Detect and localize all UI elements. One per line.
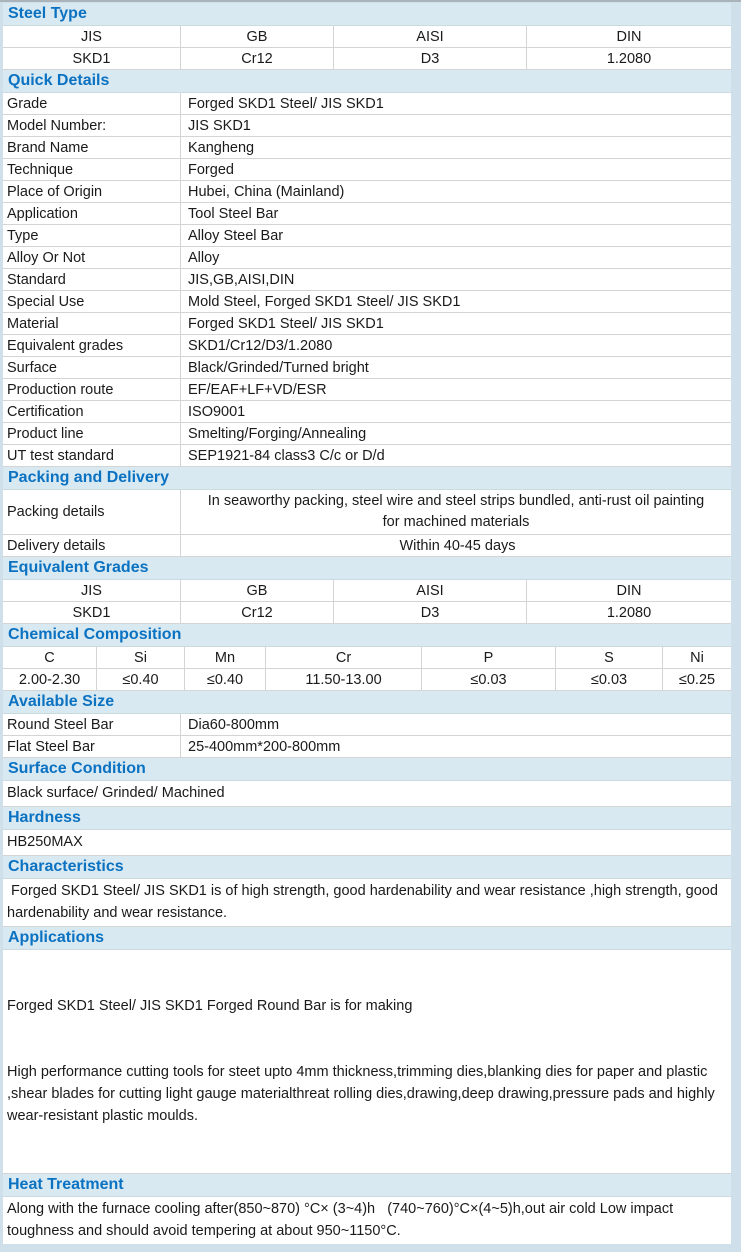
quick-details-table: [3, 93, 731, 467]
table-value-cell: 1.2080: [527, 48, 731, 70]
spec-label: Production route: [3, 379, 181, 400]
spec-label: Material: [3, 313, 181, 334]
spec-row: [3, 115, 731, 137]
spec-value: ISO9001: [188, 403, 246, 420]
spec-row: [3, 423, 731, 445]
spec-value: Alloy Steel Bar: [188, 227, 284, 244]
spec-label: Brand Name: [3, 137, 181, 158]
spec-row: [3, 357, 731, 379]
spec-label: Type: [3, 225, 181, 246]
table-header-cell: AISI: [334, 580, 527, 602]
table-value-cell: 11.50-13.00: [266, 669, 422, 691]
table-header-cell: DIN: [527, 26, 731, 48]
section-band-equivalent-grades: Equivalent Grades: [3, 557, 731, 580]
spec-label: Product line: [3, 423, 181, 444]
steel-type-table: [3, 26, 731, 70]
spec-label: Technique: [3, 159, 181, 180]
spec-value: Black/Grinded/Turned bright: [188, 359, 369, 376]
section-band-characteristics: Characteristics: [3, 856, 731, 879]
spec-value: Forged SKD1 Steel/ JIS SKD1: [188, 95, 384, 112]
table-header-cell: C: [3, 647, 97, 669]
table-header-cell: Mn: [185, 647, 266, 669]
section-band-hardness: Hardness: [3, 807, 731, 830]
section-band-heat-treatment: Heat Treatment: [3, 1174, 731, 1197]
spec-value: Hubei, China (Mainland): [188, 183, 345, 200]
table-value-cell: D3: [334, 48, 527, 70]
spec-row: [3, 736, 731, 758]
spec-row: [3, 379, 731, 401]
spec-label: Place of Origin: [3, 181, 181, 202]
spec-label: UT test standard: [3, 445, 181, 466]
heat-treatment-text: Along with the furnace cooling after(850~870) °C× (3~4)h (740~760)°C×(4~5)h,out air cold Low impact toughness and should avoid tempering at about 950~1150°C.: [7, 1201, 678, 1239]
spec-row: [3, 247, 731, 269]
spec-value: EF/EAF+LF+VD/ESR: [188, 381, 327, 398]
table-header-cell: JIS: [3, 580, 181, 602]
table-value-cell: 1.2080: [527, 602, 731, 624]
table-header-cell: S: [556, 647, 663, 669]
product-spec-sheet: [3, 3, 731, 1244]
spec-label: Round Steel Bar: [3, 714, 181, 735]
spec-row: [3, 401, 731, 423]
spec-label: Surface: [3, 357, 181, 378]
spec-row: [3, 159, 731, 181]
table-header-cell: AISI: [334, 26, 527, 48]
spec-value: SKD1/Cr12/D3/1.2080: [188, 337, 333, 354]
section-band-available-size: Available Size: [3, 691, 731, 714]
applications-text: [3, 950, 731, 1174]
section-band-chemical-composition: Chemical Composition: [3, 624, 731, 647]
table-value-cell: ≤0.03: [422, 669, 556, 691]
spec-label: Model Number:: [3, 115, 181, 136]
delivery-details-row: [3, 535, 731, 557]
spec-label: Packing details: [3, 490, 181, 534]
table-header-cell: GB: [181, 26, 334, 48]
spec-value: JIS,GB,AISI,DIN: [188, 271, 295, 288]
hardness-text: HB250MAX: [3, 830, 731, 856]
spec-row: [3, 137, 731, 159]
table-header-cell: P: [422, 647, 556, 669]
spec-label: Application: [3, 203, 181, 224]
characteristics-text: Forged SKD1 Steel/ JIS SKD1 is of high strength, good hardenability and wear resistance ,high strength, good hardenability and wear resistance.: [3, 879, 731, 927]
table-value-cell: 2.00-2.30: [3, 669, 97, 691]
equivalent-grades-table: [3, 580, 731, 624]
spec-label: Alloy Or Not: [3, 247, 181, 268]
applications-line1: Forged SKD1 Steel/ JIS SKD1 Forged Round Bar is for making: [7, 998, 413, 1014]
applications-line2: High performance cutting tools for steet upto 4mm thickness,trimming dies,blanking dies for paper and plastic ,shear blades for cutting light gauge materialthreat rolling dies,drawing,deep drawing,pressure pads and highly wear-resistant plastic moulds.: [7, 1064, 719, 1124]
table-header-cell: Cr: [266, 647, 422, 669]
packing-details-row: [3, 490, 731, 535]
spec-value: SEP1921-84 class3 C/c or D/d: [188, 447, 385, 464]
spec-value: Alloy: [188, 249, 220, 266]
spec-row: [3, 714, 731, 736]
table-value-cell: ≤0.03: [556, 669, 663, 691]
spec-label: Grade: [3, 93, 181, 114]
section-band-surface-condition: Surface Condition: [3, 758, 731, 781]
chemical-composition-table: [3, 647, 731, 691]
table-value-cell: ≤0.40: [185, 669, 266, 691]
table-value-cell: Cr12: [181, 602, 334, 624]
spec-value: JIS SKD1: [188, 117, 251, 134]
spec-row: [3, 203, 731, 225]
section-band-steel-type: Steel Type: [3, 3, 731, 26]
spec-value: Mold Steel, Forged SKD1 Steel/ JIS SKD1: [188, 293, 461, 310]
window-bottom-edge: [0, 1244, 741, 1252]
spec-row: [3, 291, 731, 313]
table-header-cell: GB: [181, 580, 334, 602]
table-value-cell: ≤0.40: [97, 669, 185, 691]
table-header-cell: Ni: [663, 647, 731, 669]
table-value-cell: SKD1: [3, 48, 181, 70]
spec-value: In seaworthy packing, steel wire and steel strips bundled, anti-rust oil painting for machined materials: [207, 493, 705, 530]
table-value-cell: Cr12: [181, 48, 334, 70]
section-band-packing-delivery: Packing and Delivery: [3, 467, 731, 490]
spec-label: Equivalent grades: [3, 335, 181, 356]
spec-row: [3, 225, 731, 247]
spec-row: [3, 445, 731, 467]
window-top-edge: [0, 0, 741, 2]
spec-value: Forged: [188, 161, 234, 178]
spec-value: Tool Steel Bar: [188, 205, 279, 222]
section-band-quick-details: Quick Details: [3, 70, 731, 93]
spec-label: Special Use: [3, 291, 181, 312]
table-header-cell: DIN: [527, 580, 731, 602]
spec-label: Standard: [3, 269, 181, 290]
spec-row: [3, 93, 731, 115]
spec-value: Kangheng: [188, 139, 255, 156]
spec-value: Dia60-800mm: [188, 716, 280, 733]
spec-value: Smelting/Forging/Annealing: [188, 425, 367, 442]
spec-row: [3, 313, 731, 335]
spec-value: 25-400mm*200-800mm: [188, 738, 341, 755]
spec-value: Forged SKD1 Steel/ JIS SKD1: [188, 315, 384, 332]
spec-row: [3, 335, 731, 357]
spec-label: Flat Steel Bar: [3, 736, 181, 757]
table-value-cell: D3: [334, 602, 527, 624]
spec-row: [3, 181, 731, 203]
table-header-cell: JIS: [3, 26, 181, 48]
surface-condition-text: Black surface/ Grinded/ Machined: [3, 781, 731, 807]
table-header-cell: Si: [97, 647, 185, 669]
section-band-applications: Applications: [3, 927, 731, 950]
table-value-cell: ≤0.25: [663, 669, 731, 691]
spec-label: Delivery details: [3, 535, 181, 556]
spec-label: Certification: [3, 401, 181, 422]
spec-value: Within 40-45 days: [399, 537, 516, 554]
spec-row: [3, 269, 731, 291]
table-value-cell: SKD1: [3, 602, 181, 624]
